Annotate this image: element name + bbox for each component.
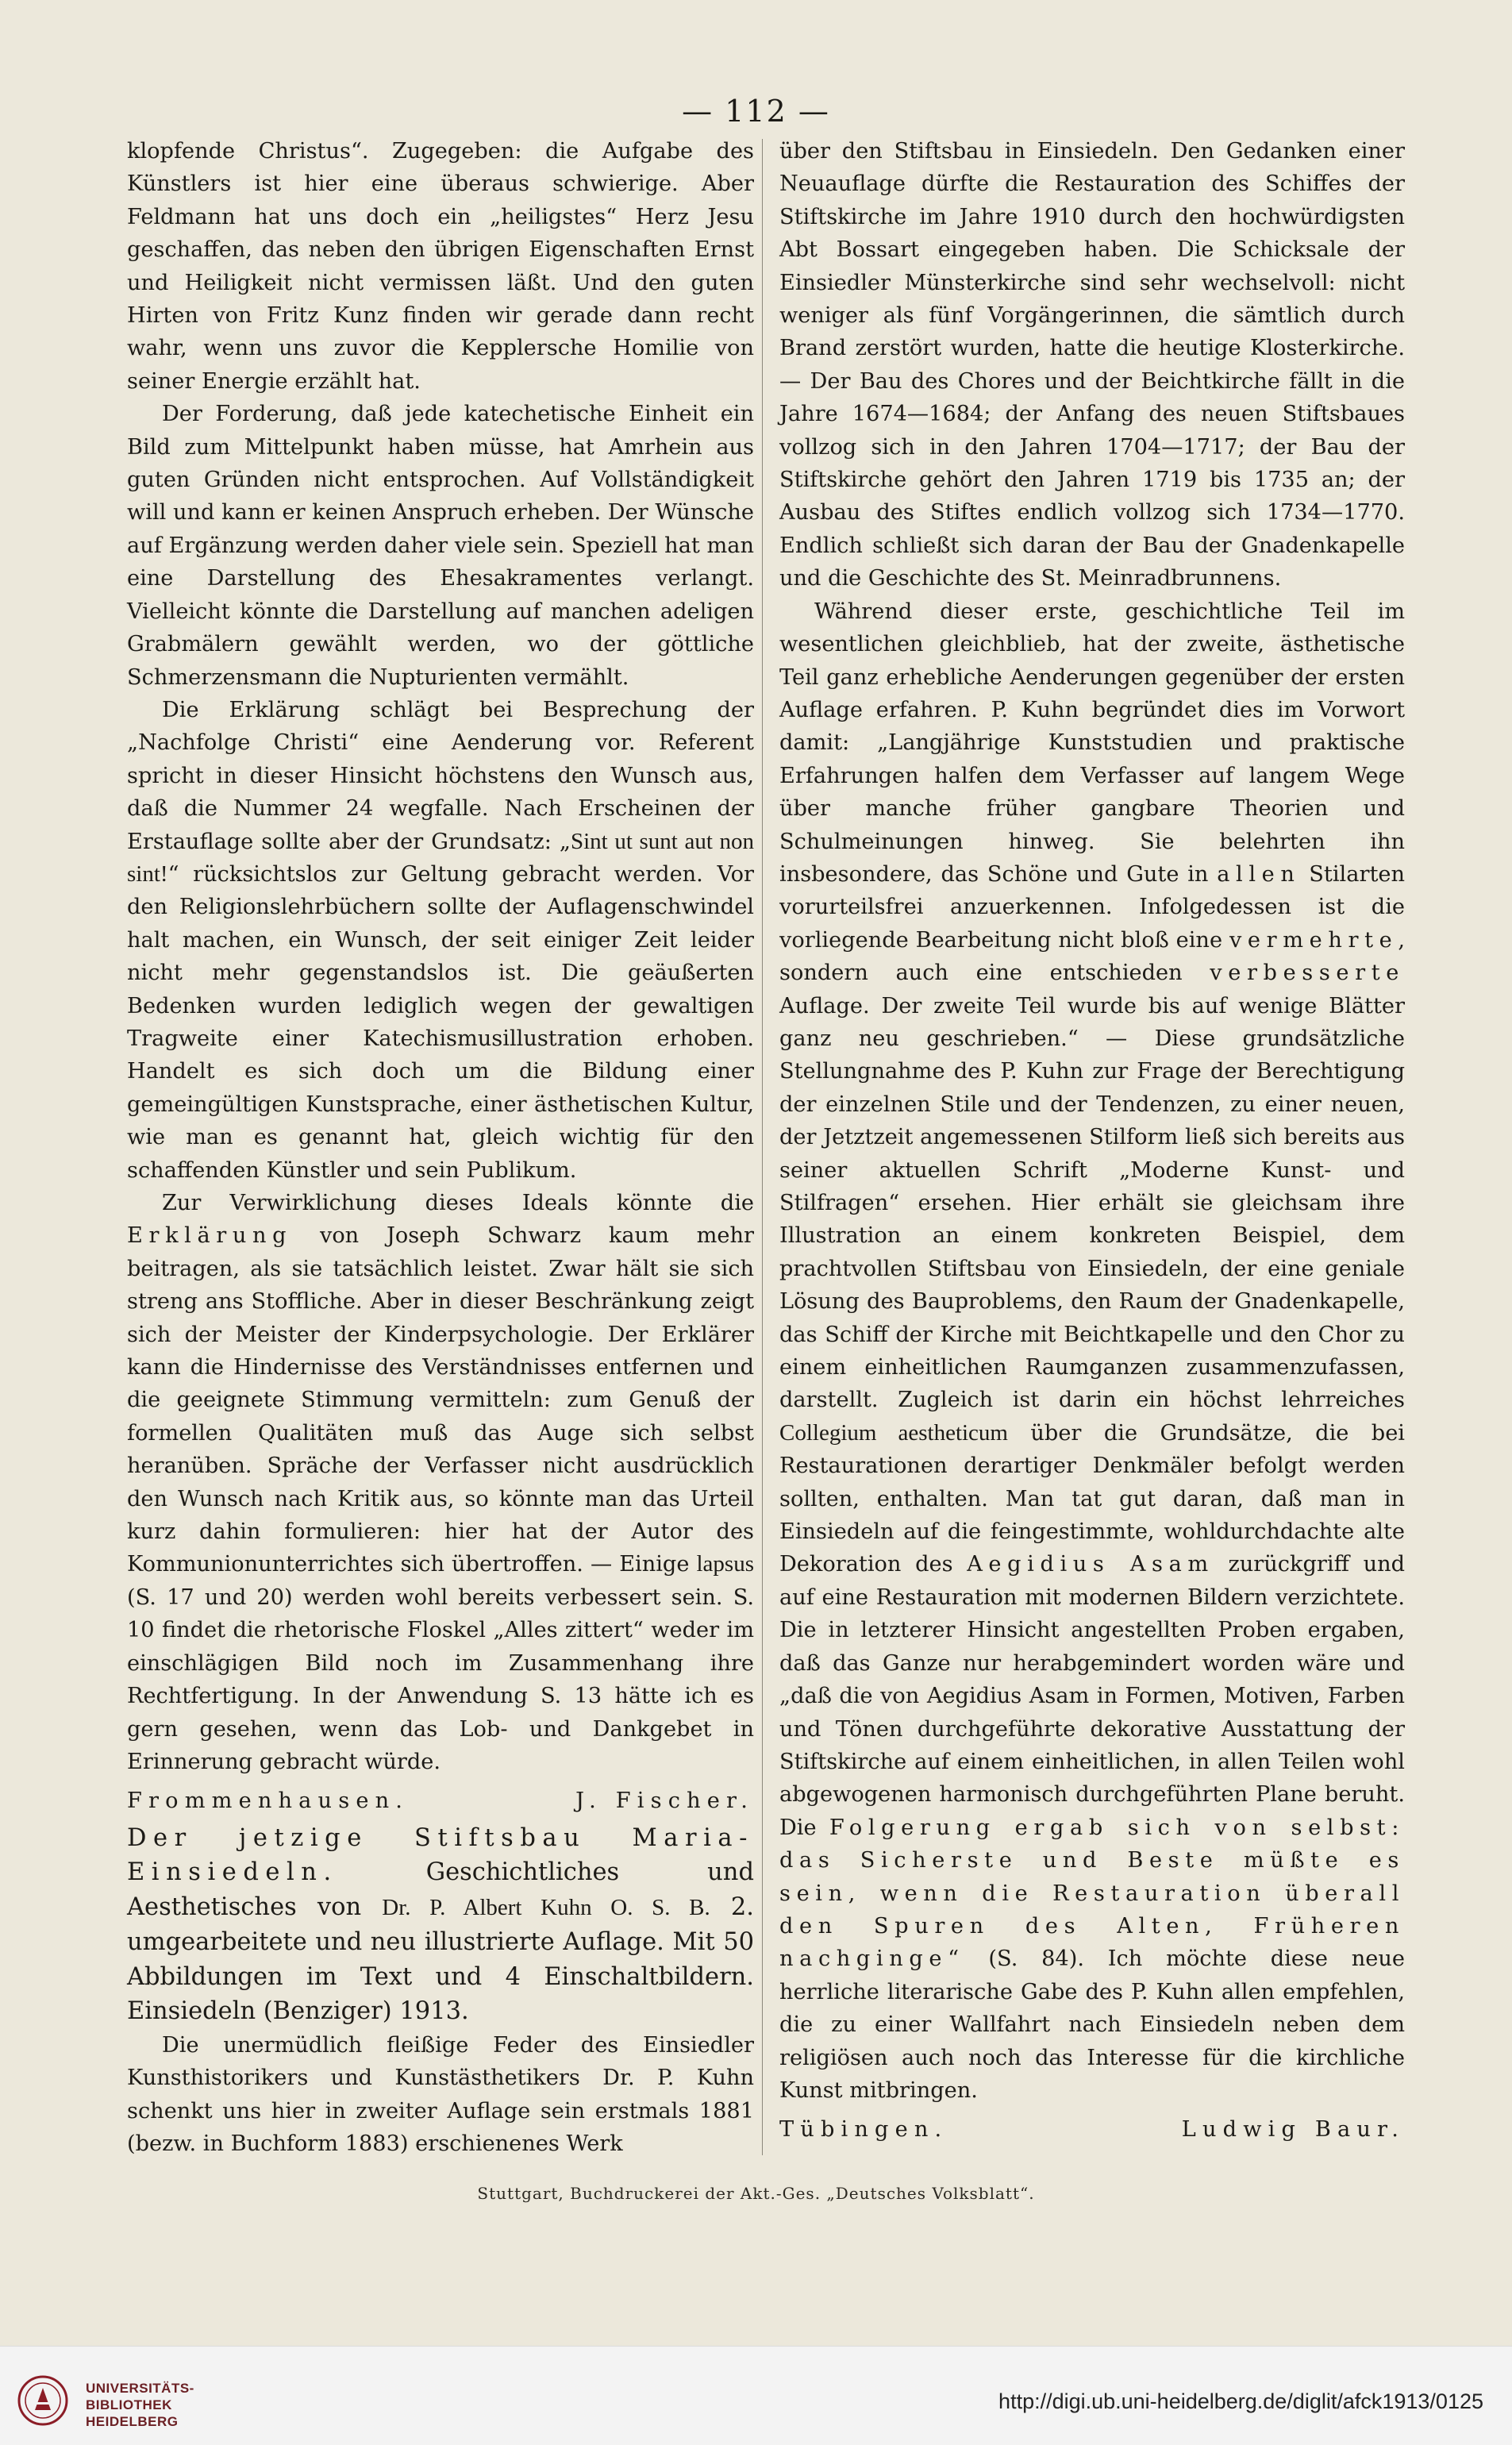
permalink-url[interactable]: http://digi.ub.uni-heidelberg.de/diglit/afck1913/0125 [998, 2389, 1483, 2413]
spaced-word: verbesserte [1210, 961, 1405, 986]
text-run: Auflage. Der zweite Teil wurde bis auf wenige Blätter ganz neu geschrieben.“ — Diese grundsätzliche Stellungnahme des P. Kuhn zur Frage der Berechtigung der einzelnen Stile und der Tendenzen, zu einer neuen, der Jetztzeit angemessenen Stilform ließ sich bereits aus seiner aktuellen Schrift „Moderne Kunst- und Stilfragen“ ersehen. Hier erhält sie gleichsam ihre Illustration an einem konkreten Beispiel, dem prachtvollen Stiftsbau von Einsiedeln, der eine geniale Lösung des Bauproblems, den Raum der Gnadenkapelle, das Schiff der Kirche mit Beichtkapelle und den Chor zu einem einheitlichen Raumganzen zusammenzufassen, darstellt. Zugleich ist darin ein höchst lehrreiches [779, 993, 1405, 1413]
left-column [127, 135, 754, 2160]
right-column [779, 135, 1405, 2150]
printer-imprint: Stuttgart, Buchdruckerei der Akt.-Ges. „Deutsches Volksblatt“. [477, 2184, 1035, 2203]
library-logo-text [86, 2380, 194, 2430]
signature-name: J. Fischer. [575, 1789, 754, 1814]
signature-place: Frommenhausen. [127, 1789, 410, 1814]
signature-line [779, 2113, 1405, 2146]
text-run: “ rücksichtslos zur Geltung gebracht werden. Vor den Religionslehrbüchern sollte der Auflagenschwindel halt machen, ein Wunsch, der seit einiger Zeit leider nicht mehr gegenstandslos ist. Die geäußerten Bedenken wurden lediglich wegen der gewaltigen Tragweite einer Katechismusillustration erhoben. Handelt es sich doch um die Bildung einer gemeingültigen Kunstsprache, einer ästhetischen Kultur, wie man es genannt hat, gleich wichtig für den schaffenden Künstler und sein Publikum. [127, 861, 754, 1183]
text-run: über die Grundsätze, die bei Restaurationen derartiger Denkmäler befolgt werden sollten, enthalten. Man tat gut daran, daß man in Einsiedeln auf die feingestimmte, wohldurchdachte alte Dekoration des [779, 1420, 1405, 1577]
text-run: (S. 17 und 20) werden wohl bereits verbessert sein. S. 10 findet die rhetorische Floskel „Alles zittert“ weder im einschlägigen Bild noch im Zusammenhang ihre Rechtfertigung. In der Anwendung S. 13 hätte ich es gern gesehen, wenn das Lob- und Dankgebet in Erinnerung gebracht würde. [127, 1584, 754, 1774]
latin-quote: Sint ut sunt aut non sint! [127, 828, 754, 887]
text-run: zurückgriff und auf eine Restauration mit modernen Bildern verzichtete. Die in letzterer Hinsicht angestellten Proben ergaben, daß das Ganze nur herabgemindert worden wäre und „daß die von Aegidius Asam in Formen, Motiven, Farben und Tönen durchgeführte dekorative Ausstattung der Stiftskirche auf einem einheitlichen, in allen Teilen wohl abgewogenen harmonisch durchgeführten Plane beruht. Die [779, 1552, 1405, 1840]
text-run: Zur Verwirklichung dieses Ideals könnte die [162, 1191, 754, 1215]
text-run: Während dieser erste, geschichtliche Teil im wesentlichen gleichblieb, hat der zweite, ästhetische Teil ganz erhebliche Aenderungen gegenüber der ersten Auflage erfahren. P. Kuhn begründet dies im Vorwort damit: „Langjährige Kunststudien und praktische Erfahrungen halfen dem Verfasser auf langem Wege über manche früher gangbare Theorien und Schulmeinungen hinweg. Sie belehrten ihn insbesondere, das Schöne und Gute in [779, 599, 1405, 887]
text-run: , sondern auch eine entschieden [779, 927, 1405, 986]
paragraph: Die unermüdlich fleißige Feder des Einsiedler Kunsthistorikers und Kunstästhetikers Dr. P. Kuhn schenkt uns hier in zweiter Auflage sein erstmals 1881 (bezw. in Buchform 1883) erschienenes Werk [127, 2032, 754, 2156]
paragraph: klopfende Christus“. Zugegeben: die Aufgabe des Künstlers ist hier eine überaus schwierige. Aber Feldmann hat uns doch ein „heiligstes“ Herz Jesu geschaffen, das neben den übrigen Eigenschaften Ernst und Heiligkeit nicht vermissen läßt. Und den guten Hirten von Fritz Kunz finden wir gerade dann recht wahr, wenn uns zuvor die Kepplersche Homilie von seiner Energie erzählt hat. [127, 139, 754, 394]
paragraph [127, 694, 754, 1187]
paragraph: Der Forderung, daß jede katechetische Einheit ein Bild zum Mittelpunkt haben müsse, hat Amrhein aus guten Gründen nicht entsprochen. Auf Vollständigkeit will und kann er keinen Anspruch erheben. Der Wünsche auf Ergänzung werden daher viele sein. Speziell hat man eine Darstellung des Ehesakramentes verlangt. Vielleicht könnte die Darstellung auf manchen adeligen Grabmälern gewählt werden, wo der göttliche Schmerzensmann die Nupturienten vermählt. [127, 402, 754, 690]
signature-line [127, 1785, 754, 1817]
column-divider [762, 139, 763, 2155]
latin-word: lapsus [696, 1551, 754, 1577]
university-seal-icon [17, 2375, 68, 2426]
signature-place: Tübingen. [779, 2117, 948, 2143]
logo-line: UNIVERSITÄTS- [86, 2381, 194, 2396]
page-number: — 112 — [682, 94, 830, 129]
paragraph [779, 595, 1405, 2108]
signature-name: Ludwig Baur. [1181, 2117, 1405, 2143]
paragraph [127, 1187, 754, 1778]
book-author: Dr. P. Albert Kuhn O. S. B. [382, 1894, 710, 1920]
text-run: (S. 84). Ich möchte diese neue herrliche literarische Gabe des P. Kuhn allen empfehlen, die zu einer Wallfahrt nach Einsiedeln neben dem religiösen auch noch das Interesse für die kirchliche Kunst mitbringen. [779, 1946, 1405, 2103]
spaced-word: allen [1217, 861, 1301, 887]
spaced-quote: Folgerung ergab sich von selbst: das Sicherste und Beste müßte es sein, wenn die Restauration überall den Spuren des Alten, Früheren nachginge“ [779, 1815, 1405, 1972]
text-run: Die Erklärung schlägt bei Besprechung der „Nachfolge Christi“ eine Aenderung vor. Referent spricht in dieser Hinsicht höchstens den Wunsch aus, daß die Nummer 24 wegfalle. Nach Erscheinen der Erstauflage sollte aber der Grundsatz: „ [127, 697, 754, 854]
paragraph: über den Stiftsbau in Einsiedeln. Den Gedanken einer Neuauflage dürfte die Restauration des Schiffes der Stiftskirche im Jahre 1910 durch den hochwürdigsten Abt Bossart eingegeben haben. Die Schicksale der Einsiedler Münsterkirche sind sehr wechselvoll: nicht weniger als fünf Vorgängerinnen, die sämtlich durch Brand zerstört wurden, hatte die heutige Klosterkirche. — Der Bau des Chores und der Beichtkirche fällt in die Jahre 1674—1684; der Anfang des neuen Stiftsbaues vollzog sich in den Jahren 1704—1717; der Bau der Stiftskirche gehört den Jahren 1719 bis 1735 an; der Ausbau des Stiftes endlich vollzog sich 1734—1770. Endlich schließt sich daran der Bau der Gnadenkapelle und die Geschichte des St. Meinradbrunnens. [779, 139, 1405, 591]
logo-line: BIBLIOTHEK [86, 2397, 172, 2412]
latin-phrase: Collegium aestheticum [779, 1419, 1008, 1446]
text-run: Stilarten vorurteilsfrei anzuerkennen. Infolgedessen ist die vorliegende Bearbeitung nicht bloß eine [779, 861, 1405, 953]
spaced-word: Aegidius Asam [967, 1552, 1214, 1577]
spaced-word: vermehrte [1229, 927, 1399, 953]
book-edition: 2. umgearbeitete und neu illustrierte Auflage. Mit 50 Abbildungen im Text und 4 Einschaltbildern. Einsiedeln (Benziger) 1913. [127, 1892, 755, 2026]
text-run: von Joseph Schwarz kaum mehr beitragen, als sie tatsächlich leistet. Zwar hält sie sich streng ans Stoffliche. Aber in dieser Beschränkung zeigt sich der Meister der Kinderpsychologie. Der Erklärer kann die Hindernisse des Verständnisses entfernen und die geeignete Stimmung vermitteln: zum Genuß der formellen Qualitäten muß das Auge sich selbst heranüben. Spräche der Verfasser nicht ausdrücklich den Wunsch nach Kritik aus, so könnte man das Urteil kurz dahin formulieren: hier hat der Autor des Kommunionunterrichtes sich übertroffen. — Einige [127, 1223, 754, 1577]
spaced-title: Erklärung [127, 1223, 293, 1249]
review-title [127, 1821, 754, 2029]
book-subtitle: Geschichtliches und Aesthetisches von [127, 1858, 754, 1921]
book-title: Der jetzige Stiftsbau Maria-Einsiedeln. [127, 1823, 754, 1887]
logo-line: HEIDELBERG [86, 2414, 179, 2429]
